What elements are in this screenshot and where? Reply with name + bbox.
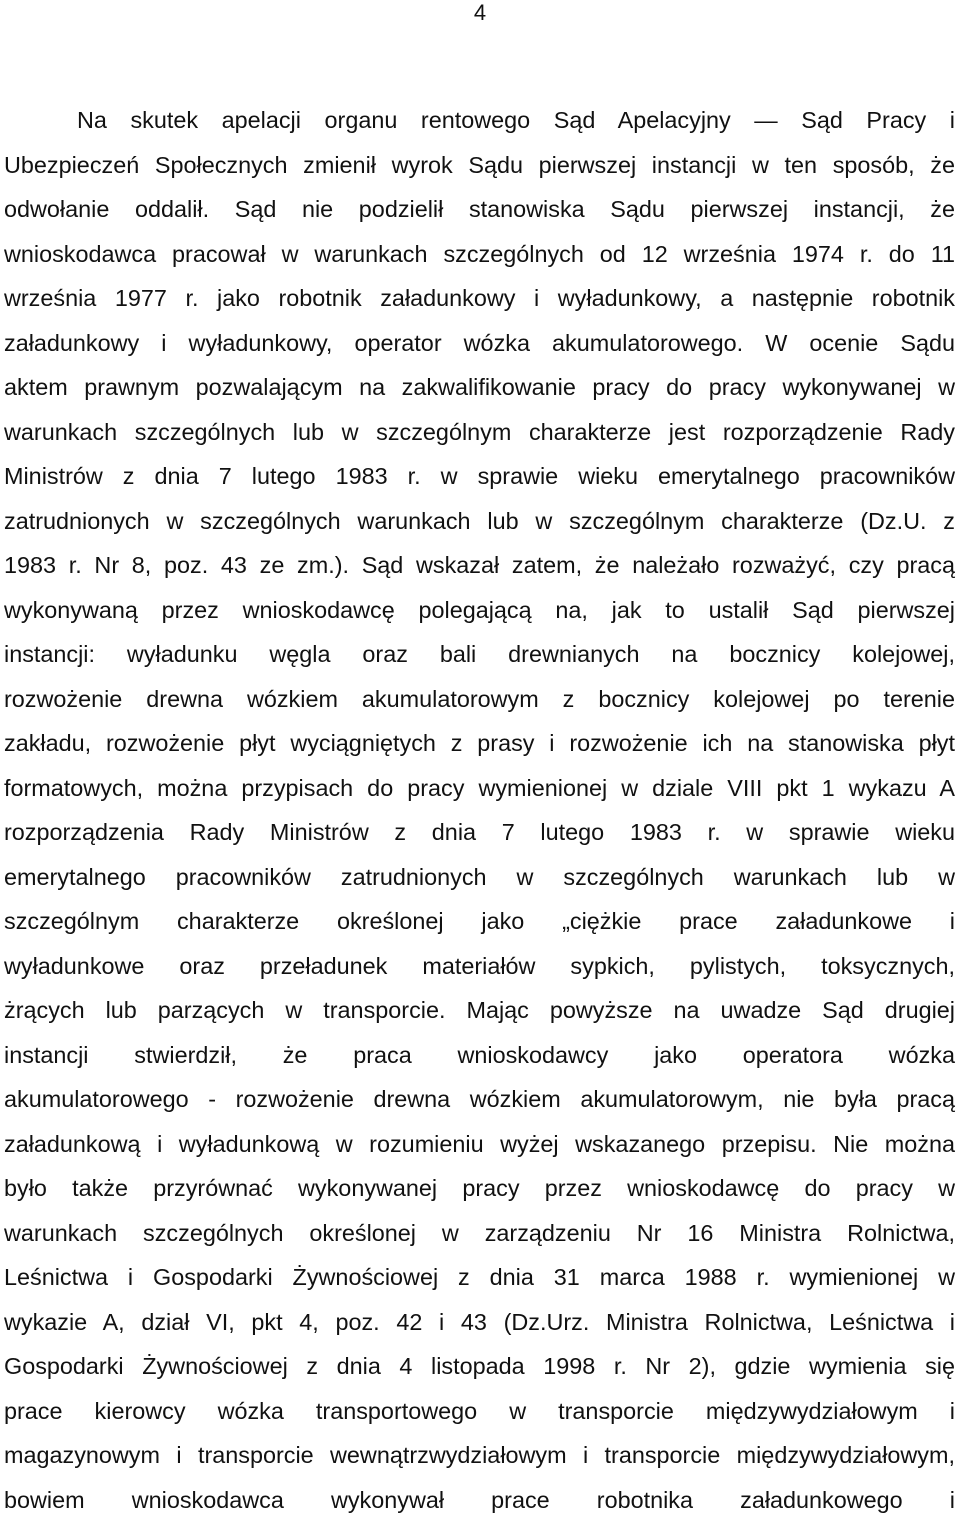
text-line: załadunkową i wyładunkową w rozumieniu wyżej wskazanego przepisu. Nie można bbox=[4, 1122, 955, 1167]
text-line: aktem prawnym pozwalającym na zakwalifikowanie pracy do pracy wykonywanej w bbox=[4, 365, 955, 410]
text-line: września 1977 r. jako robotnik załadunkowy i wyładunkowy, a następnie robotnik bbox=[4, 276, 955, 321]
text-line: magazynowym i transporcie wewnątrzwydziałowym i transporcie międzywydziałowym, bbox=[4, 1433, 955, 1478]
page-number: 4 bbox=[0, 0, 960, 26]
text-line: zakładu, rozwożenie płyt wyciągniętych z prasy i rozwożenie ich na stanowiska płyt bbox=[4, 721, 955, 766]
text-line: prace kierowcy wózka transportowego w transporcie międzywydziałowym i bbox=[4, 1389, 955, 1434]
text-line: Na skutek apelacji organu rentowego Sąd Apelacyjny — Sąd Pracy i bbox=[4, 98, 955, 143]
text-line: formatowych, można przypisach do pracy wymienionej w dziale VIII pkt 1 wykazu A bbox=[4, 766, 955, 811]
text-line: 1983 r. Nr 8, poz. 43 ze zm.). Sąd wskazał zatem, że należało rozważyć, czy pracą bbox=[4, 543, 955, 588]
paragraph bbox=[4, 98, 955, 1522]
text-line: Gospodarki Żywnościowej z dnia 4 listopada 1998 r. Nr 2), gdzie wymienia się bbox=[4, 1344, 955, 1389]
text-line: odwołanie oddalił. Sąd nie podzielił stanowiska Sądu pierwszej instancji, że bbox=[4, 187, 955, 232]
text-line: instancji stwierdził, że praca wnioskodawcy jako operatora wózka bbox=[4, 1033, 955, 1078]
text-line: warunkach szczególnych określonej w zarządzeniu Nr 16 Ministra Rolnictwa, bbox=[4, 1211, 955, 1256]
text-line: rozwożenie drewna wózkiem akumulatorowym z bocznicy kolejowej po terenie bbox=[4, 677, 955, 722]
text-line: Ubezpieczeń Społecznych zmienił wyrok Sądu pierwszej instancji w ten sposób, że bbox=[4, 143, 955, 188]
text-line: Leśnictwa i Gospodarki Żywnościowej z dnia 31 marca 1988 r. wymienionej w bbox=[4, 1255, 955, 1300]
text-line: wykonywaną przez wnioskodawcę polegającą na, jak to ustalił Sąd pierwszej bbox=[4, 588, 955, 633]
text-line: szczególnym charakterze określonej jako „ciężkie prace załadunkowe i bbox=[4, 899, 955, 944]
text-line: było także przyrównać wykonywanej pracy przez wnioskodawcę do pracy w bbox=[4, 1166, 955, 1211]
text-line: instancji: wyładunku węgla oraz bali drewnianych na bocznicy kolejowej, bbox=[4, 632, 955, 677]
text-line: załadunkowy i wyładunkowy, operator wózka akumulatorowego. W ocenie Sądu bbox=[4, 321, 955, 366]
text-line: zatrudnionych w szczególnych warunkach lub w szczególnym charakterze (Dz.U. z bbox=[4, 499, 955, 544]
text-line: warunkach szczególnych lub w szczególnym charakterze jest rozporządzenie Rady bbox=[4, 410, 955, 455]
text-line: wnioskodawca pracował w warunkach szczególnych od 12 września 1974 r. do 11 bbox=[4, 232, 955, 277]
text-line: wyładunkowe oraz przeładunek materiałów sypkich, pylistych, toksycznych, bbox=[4, 944, 955, 989]
text-line: Ministrów z dnia 7 lutego 1983 r. w sprawie wieku emerytalnego pracowników bbox=[4, 454, 955, 499]
text-line: żrących lub parzących w transporcie. Mając powyższe na uwadze Sąd drugiej bbox=[4, 988, 955, 1033]
text-line: akumulatorowego - rozwożenie drewna wózkiem akumulatorowym, nie była pracą bbox=[4, 1077, 955, 1122]
text-line: wykazie A, dział VI, pkt 4, poz. 42 i 43 (Dz.Urz. Ministra Rolnictwa, Leśnictwa i bbox=[4, 1300, 955, 1345]
text-line: rozporządzenia Rady Ministrów z dnia 7 lutego 1983 r. w sprawie wieku bbox=[4, 810, 955, 855]
text-line: emerytalnego pracowników zatrudnionych w szczególnych warunkach lub w bbox=[4, 855, 955, 900]
text-line: bowiem wnioskodawca wykonywał prace robotnika załadunkowego i bbox=[4, 1478, 955, 1522]
